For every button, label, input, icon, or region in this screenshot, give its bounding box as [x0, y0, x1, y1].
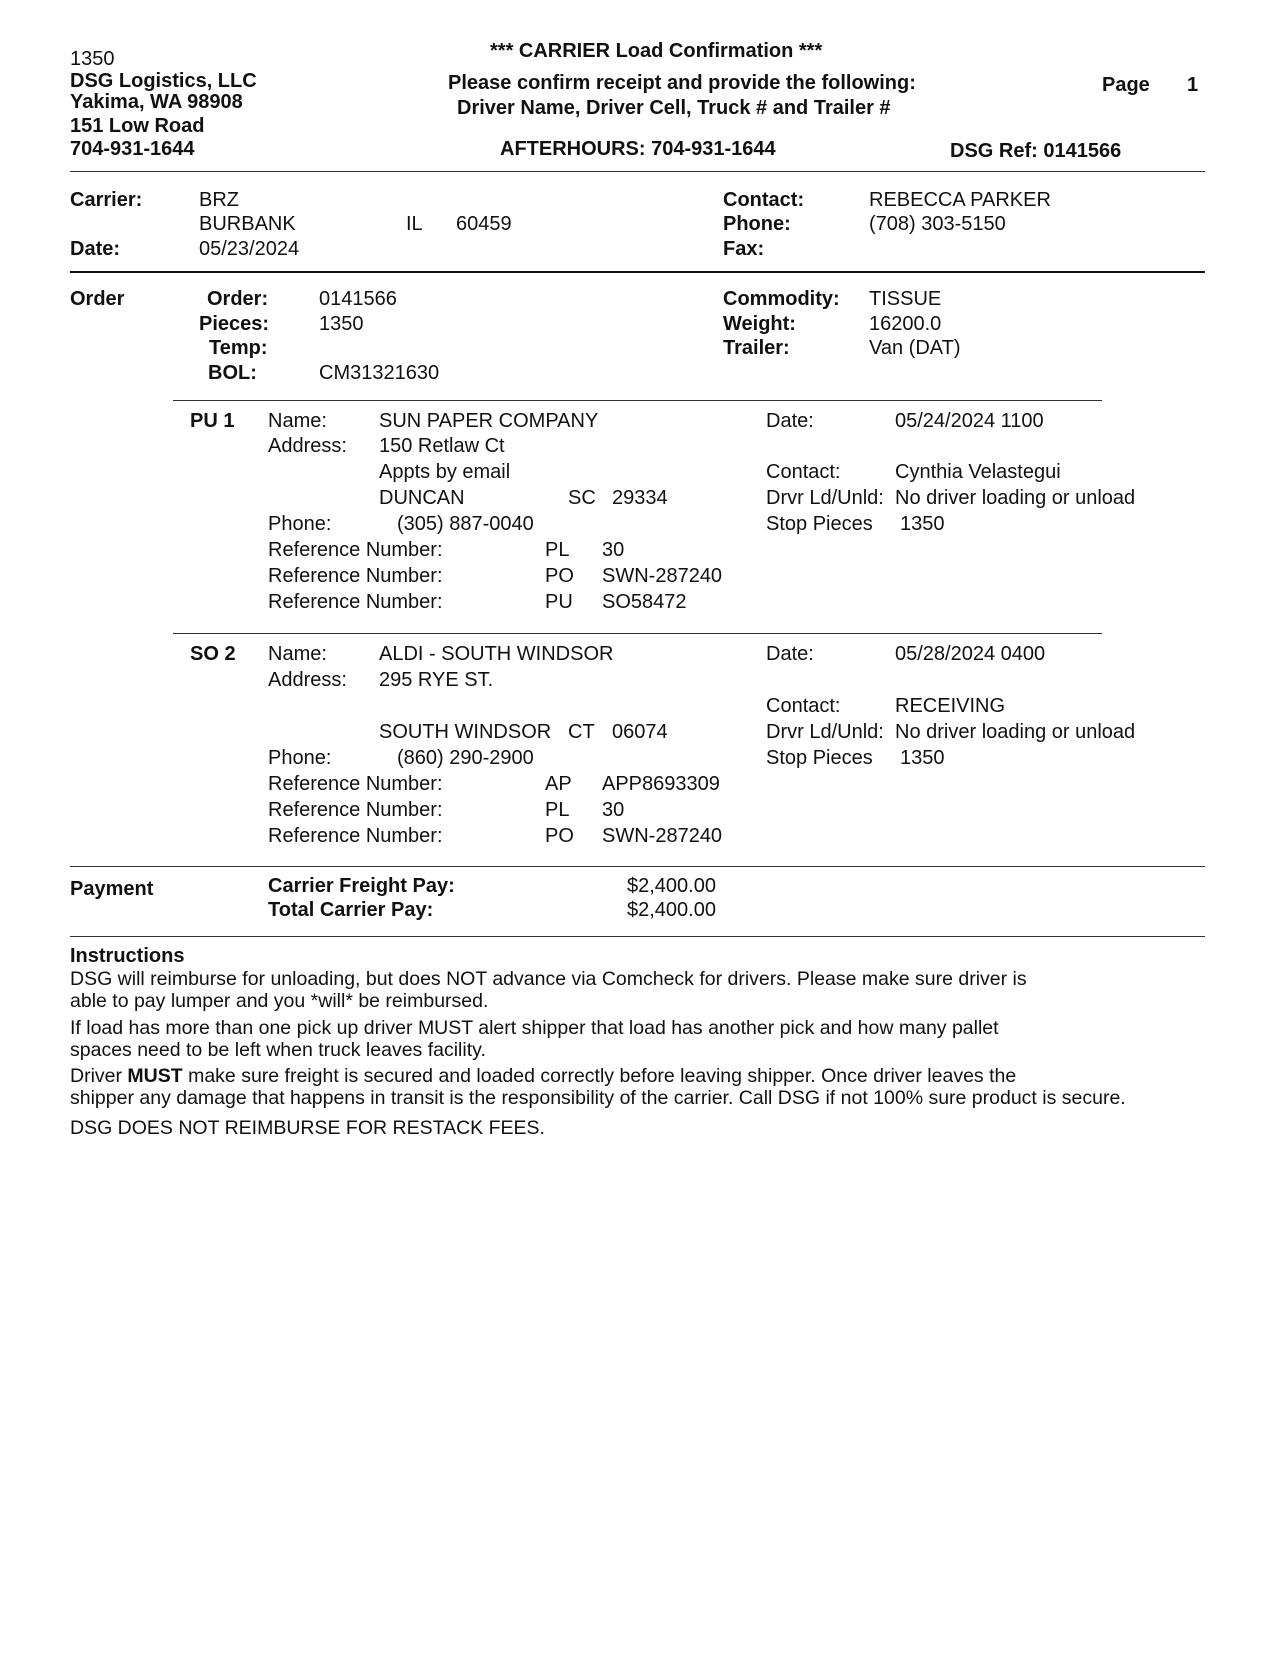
confirm-instruction-line1: Please confirm receipt and provide the following:: [448, 72, 916, 94]
date-label: Date:: [70, 238, 121, 260]
total-carrier-pay: $2,400.00: [627, 899, 716, 921]
pieces-label: Pieces:: [199, 313, 270, 335]
trailer-label: Trailer:: [723, 337, 790, 359]
confirm-instruction-line2: Driver Name, Driver Cell, Truck # and Trailer #: [457, 97, 891, 119]
stop-address-line2: Appts by email: [379, 461, 511, 483]
reference-value: SO58472: [602, 591, 687, 613]
stop-date: 05/24/2024 1100: [895, 410, 1044, 432]
reference-label: Reference Number:: [268, 565, 443, 587]
instruction-line: [70, 1065, 1210, 1087]
instruction-text: Driver: [70, 1065, 128, 1087]
stop-address-label: Address:: [268, 669, 347, 691]
stop-contact: Cynthia Velastegui: [895, 461, 1061, 483]
commodity-label: Commodity:: [723, 288, 840, 310]
instructions-paragraph: [70, 1117, 1210, 1139]
instructions-title: Instructions: [70, 945, 185, 967]
company-street: 151 Low Road: [70, 115, 205, 137]
order-number: 0141566: [319, 288, 397, 310]
stop-name: SUN PAPER COMPANY: [379, 410, 599, 432]
instruction-emphasis: MUST: [127, 1065, 183, 1087]
dsg-reference: DSG Ref: 0141566: [950, 140, 1122, 162]
page-title: *** CARRIER Load Confirmation ***: [490, 40, 823, 62]
stop-address-line1: 150 Retlaw Ct: [379, 435, 505, 457]
stop-contact-label: Contact:: [766, 461, 841, 483]
carrier-state: IL: [406, 213, 423, 235]
stop-phone: (305) 887-0040: [397, 513, 534, 535]
stop-driver-load-label: Drvr Ld/Unld:: [766, 487, 884, 509]
carrier-zip: 60459: [456, 213, 512, 235]
stop-zip: 06074: [612, 721, 668, 743]
stop-date-label: Date:: [766, 410, 814, 432]
reference-type: PL: [545, 799, 570, 821]
divider: [70, 271, 1205, 273]
reference-value: SWN-287240: [602, 565, 723, 587]
order-bol: CM31321630: [319, 362, 440, 384]
instruction-line: DSG DOES NOT REIMBURSE FOR RESTACK FEES.: [70, 1117, 545, 1139]
reference-label: Reference Number:: [268, 799, 443, 821]
stop-name-label: Name:: [268, 643, 327, 665]
stop-phone-label: Phone:: [268, 513, 332, 535]
carrier-city: BURBANK: [199, 213, 296, 235]
instruction-text: make sure freight is secured and loaded correctly before leaving shipper. Once driver leaves the: [182, 1065, 1017, 1087]
divider: [70, 171, 1205, 172]
order-number-label: Order:: [207, 288, 269, 310]
reference-type: PL: [545, 539, 570, 561]
bol-label: BOL:: [208, 362, 257, 384]
document-code: 1350: [70, 48, 115, 70]
company-name: DSG Logistics, LLC: [70, 70, 257, 92]
page-label: Page: [1102, 74, 1150, 96]
reference-type: AP: [545, 773, 572, 795]
stop-date: 05/28/2024 0400: [895, 643, 1046, 665]
instruction-line: spaces need to be left when truck leaves facility.: [70, 1039, 486, 1062]
stop-pieces: 1350: [900, 513, 945, 535]
stop-name-label: Name:: [268, 410, 327, 432]
stop-name: ALDI - SOUTH WINDSOR: [379, 643, 614, 665]
carrier-label: Carrier:: [70, 189, 143, 211]
temp-label: Temp:: [209, 337, 268, 359]
commodity-value: TISSUE: [869, 288, 942, 310]
order-section-label: Order: [70, 288, 125, 310]
instruction-line: DSG will reimburse for unloading, but does NOT advance via Comcheck for drivers. Please make sure driver is: [70, 968, 1027, 990]
stop-city: SOUTH WINDSOR: [379, 721, 552, 743]
stop-address-label: Address:: [268, 435, 347, 457]
reference-value: SWN-287240: [602, 825, 723, 847]
stop-zip: 29334: [612, 487, 668, 509]
stop-contact: RECEIVING: [895, 695, 1006, 717]
reference-type: PO: [545, 825, 574, 847]
stop-date-label: Date:: [766, 643, 814, 665]
stop-pieces-label: Stop Pieces: [766, 747, 873, 769]
weight-value: 16200.0: [869, 313, 942, 335]
reference-label: Reference Number:: [268, 591, 443, 613]
trailer-value: Van (DAT): [869, 337, 961, 359]
divider: [70, 936, 1205, 937]
reference-value: 30: [602, 539, 625, 561]
divider: [173, 400, 1102, 401]
reference-label: Reference Number:: [268, 539, 443, 561]
reference-type: PU: [545, 591, 573, 613]
stop-id: PU 1: [190, 410, 235, 432]
stop-pieces: 1350: [900, 747, 945, 769]
stop-phone-label: Phone:: [268, 747, 332, 769]
carrier-name: BRZ: [199, 189, 239, 211]
fax-label: Fax:: [723, 238, 765, 260]
company-phone: 704-931-1644: [70, 138, 195, 160]
carrier-date: 05/23/2024: [199, 238, 300, 260]
instructions-paragraph: [70, 1017, 1210, 1062]
afterhours-phone: AFTERHOURS: 704-931-1644: [500, 138, 776, 160]
company-city: Yakima, WA 98908: [70, 91, 243, 113]
payment-section-label: Payment: [70, 878, 154, 900]
reference-label: Reference Number:: [268, 825, 443, 847]
carrier-contact: REBECCA PARKER: [869, 189, 1051, 211]
stop-phone: (860) 290-2900: [397, 747, 534, 769]
instruction-line: If load has more than one pick up driver MUST alert shipper that load has another pick and how many pallet: [70, 1017, 999, 1039]
stop-pieces-label: Stop Pieces: [766, 513, 873, 535]
instruction-line: shipper any damage that happens in transit is the responsibility of the carrier. Call DSG if not 100% sure product is secure.: [70, 1087, 1126, 1110]
stop-city: DUNCAN: [379, 487, 465, 509]
contact-label: Contact:: [723, 189, 805, 211]
stop-driver-load: No driver loading or unload: [895, 721, 1136, 743]
instructions-paragraph: [70, 1065, 1210, 1110]
total-carrier-pay-label: Total Carrier Pay:: [268, 899, 434, 921]
carrier-phone: (708) 303-5150: [869, 213, 1006, 235]
stop-address-line1: 295 RYE ST.: [379, 669, 494, 691]
reference-label: Reference Number:: [268, 773, 443, 795]
divider: [70, 866, 1205, 867]
instruction-line: able to pay lumper and you *will* be reimbursed.: [70, 990, 489, 1013]
weight-label: Weight:: [723, 313, 796, 335]
stop-driver-load-label: Drvr Ld/Unld:: [766, 721, 884, 743]
phone-label: Phone:: [723, 213, 791, 235]
reference-value: APP8693309: [602, 773, 720, 795]
stop-state: CT: [568, 721, 595, 743]
carrier-freight-pay-label: Carrier Freight Pay:: [268, 875, 455, 897]
stop-driver-load: No driver loading or unload: [895, 487, 1136, 509]
carrier-freight-pay: $2,400.00: [627, 875, 716, 897]
order-pieces: 1350: [319, 313, 364, 335]
instructions-paragraph: [70, 968, 1210, 1013]
stop-contact-label: Contact:: [766, 695, 841, 717]
reference-value: 30: [602, 799, 625, 821]
divider: [173, 633, 1102, 634]
page-number: 1: [1187, 74, 1199, 96]
stop-id: SO 2: [190, 643, 236, 665]
reference-type: PO: [545, 565, 574, 587]
stop-state: SC: [568, 487, 596, 509]
